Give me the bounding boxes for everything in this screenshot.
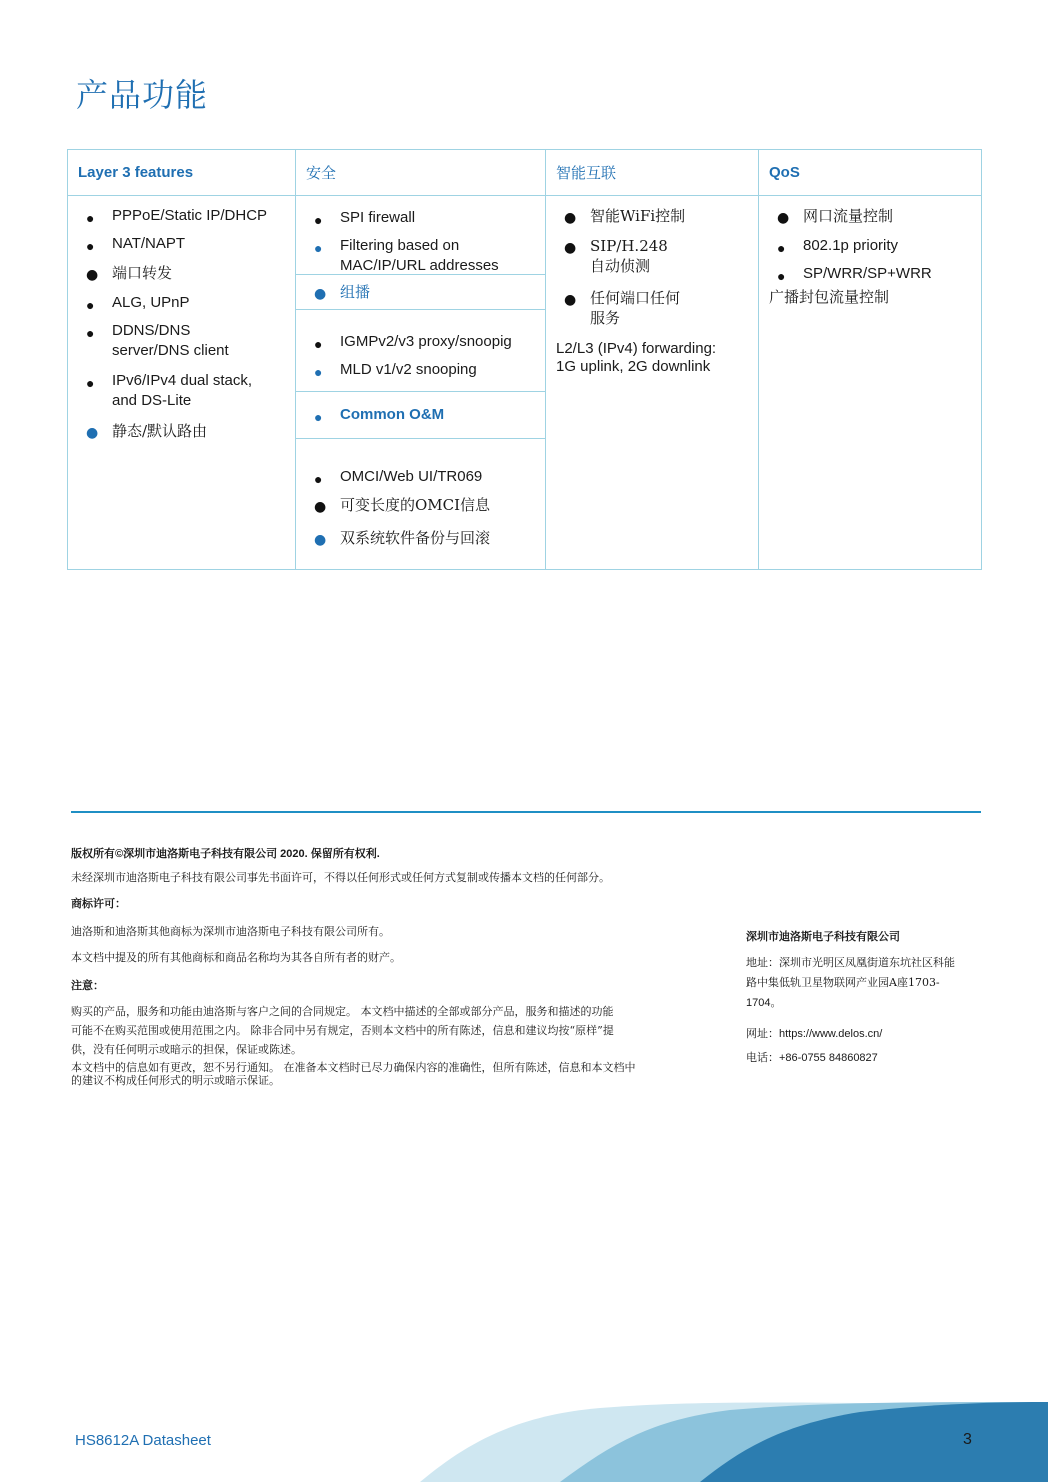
multicast-list [296,332,545,388]
list-item: ● SIP/H.248 自动侦测 [564,237,668,275]
trademark-text-1: 迪洛斯和迪洛斯其他商标为深圳市迪洛斯电子科技有限公司所有。 [71,925,390,938]
notice-text-2: 可能不在购买范围或使用范围之内。 除非合同中另有规定，否则本文档中的所有陈述，信息和建议均按“原样”提 [71,1024,614,1037]
contact-address-3: 1704。 [746,997,782,1009]
list-item: ● 可变长度的OMCI信息 [314,496,491,515]
security-list [296,196,545,274]
list-item: ● 802.1p priority [777,237,899,256]
page-number: 3 [963,1431,972,1448]
list-item: ● 静态/默认路由 [86,422,208,441]
multicast-section [296,309,545,391]
trademark-heading: 商标许可： [71,898,126,910]
qos-list [759,196,981,288]
page-title: 产品功能 [76,76,209,114]
list-item: ● 端口转发 [86,264,173,283]
list-item: ● Filtering based on MAC/IP/URL addresses [314,237,499,274]
list-item: ● OMCI/Web UI/TR069 [314,468,483,487]
footer-rule [71,811,981,813]
column-layer3 [68,150,295,569]
list-item: ● DDNS/DNS server/DNS client [86,322,229,359]
contact-company: 深圳市迪洛斯电子科技有限公司 [746,931,900,943]
list-item: ● SP/WRR/SP+WRR [777,265,932,284]
contact-website: 网址：https://www.delos.cn/ [746,1028,883,1040]
list-item: ● MLD v1/v2 snooping [314,361,477,380]
column-header-layer3: Layer 3 features [68,150,295,196]
contact-address-1: 地址：深圳市光明区凤凰街道东坑社区科能 [746,956,955,969]
contact-phone: 电话：+86-0755 84860827 [746,1052,878,1064]
feature-table [67,149,982,570]
copyright-line: 版权所有©深圳市迪洛斯电子科技有限公司 2020. 保留所有权利. [71,848,380,860]
smart-connect-list [546,196,758,340]
notice-text-1: 购买的产品，服务和功能由迪洛斯与客户之间的合同规定。 本文档中描述的全部或部分产品，服务和描述的功能 [71,1005,614,1018]
notice-text-4: 本文档中的信息如有更改，恕不另行通知。 在准备本文档时已尽力确保内容的准确性，但所有陈述，信息和本文档中 [71,1061,636,1074]
list-item: ● ALG, UPnP [86,294,190,313]
list-item: ● 智能WiFi控制 [564,207,686,226]
list-item: ● NAT/NAPT [86,235,186,254]
footer-wave-graphic [0,1380,1048,1482]
column-header-security: 安全 [296,150,545,196]
oam-header: ● Common O&M [314,406,445,425]
broadcast-note: 广播封包流量控制 [769,288,890,306]
notice-text-5: 的建议不构成任何形式的明示或暗示保证。 [71,1074,280,1087]
document-name: HS8612A Datasheet [75,1432,211,1449]
copyright-body: 未经深圳市迪洛斯电子科技有限公司事先书面许可，不得以任何形式或任何方式复制或传播本文档的任何部分。 [71,871,610,884]
list-item: ● PPPoE/Static IP/DHCP [86,207,268,226]
list-item: ● 网口流量控制 [777,207,894,226]
multicast-header-row [296,274,545,309]
column-security [295,150,545,569]
forwarding-note: L2/L3 (IPv4) forwarding: 1G uplink, 2G downlink [556,340,717,375]
oam-header-row [296,391,545,438]
list-item: ● IPv6/IPv4 dual stack, and DS-Lite [86,372,253,409]
column-smart-connect [545,150,758,569]
list-item: ● 双系统软件备份与回滚 [314,529,491,548]
oam-list [296,467,545,556]
list-item: ● IGMPv2/v3 proxy/snoopig [314,333,512,352]
list-item: ● SPI firewall [314,209,416,228]
column-qos [758,150,981,569]
layer3-list [68,196,295,449]
multicast-header: ● 组播 [314,283,371,302]
list-item: ● 任何端口任何服务 [564,289,681,327]
column-header-qos: QoS [759,150,981,196]
trademark-text-2: 本文档中提及的所有其他商标和商品名称均为其各自所有者的财产。 [71,951,401,964]
notice-text-3: 供，没有任何明示或暗示的担保，保证或陈述。 [71,1043,302,1056]
notice-heading: 注意： [71,980,104,992]
contact-address-2: 路中集低轨卫星物联网产业园A座1703- [746,976,940,989]
oam-section [296,438,545,556]
column-header-smart-connect: 智能互联 [546,150,758,196]
